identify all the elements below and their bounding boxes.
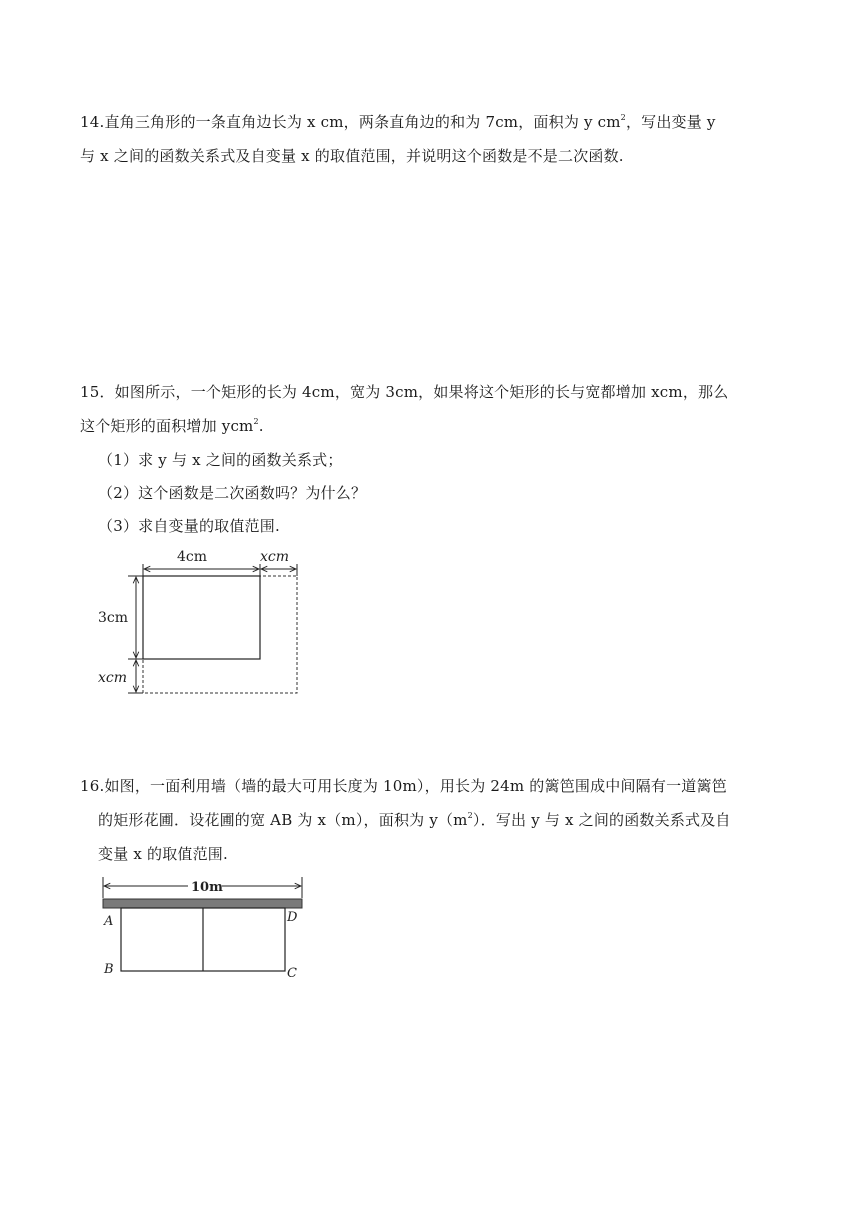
q15-line-2-text: 这个矩形的面积增加 ycm xyxy=(80,417,254,435)
q16-point-a: A xyxy=(104,914,114,929)
q14-line-1 xyxy=(80,112,716,132)
q15-label-x-left: xcm xyxy=(98,670,128,686)
q16-wall xyxy=(103,899,302,908)
q14-superscript: 2 xyxy=(620,113,626,122)
q16-line-1: 16.如图，一面利用墙（墙的最大可用长度为 10m），用长为 24m 的篱笆围成中间隔有一道篱笆 xyxy=(80,777,727,795)
q16-point-c: C xyxy=(287,966,297,981)
q16-line-2-text: 的矩形花圃．设花圃的宽 AB 为 x（m），面积为 y（m xyxy=(98,811,468,829)
q15-sub-question-3: （3）求自变量的取值范围. xyxy=(98,517,280,535)
q15-label-x-top: xcm xyxy=(260,549,290,565)
q15-original-rectangle xyxy=(143,576,260,659)
q15-label-width: 3cm xyxy=(98,610,129,626)
q16-superscript: 2 xyxy=(467,811,473,820)
q15-line-2-tail: . xyxy=(258,417,264,435)
q16-line-2 xyxy=(98,810,731,830)
q15-line-1: 15．如图所示，一个矩形的长为 4cm，宽为 3cm，如果将这个矩形的长与宽都增加 xcm，那么 xyxy=(80,383,729,401)
q14-line-2: 与 x 之间的函数关系式及自变量 x 的取值范围，并说明这个函数是不是二次函数. xyxy=(80,147,624,165)
q14-line-1-tail: ，写出变量 y xyxy=(625,113,716,131)
q14-line-1-text: 14.直角三角形的一条直角边长为 x cm，两条直角边的和为 7cm，面积为 y cm xyxy=(80,113,621,131)
q15-label-length: 4cm xyxy=(177,549,208,565)
q16-line-3: 变量 x 的取值范围. xyxy=(98,845,228,863)
q16-label-wall: 10m xyxy=(191,880,223,895)
q16-point-d: D xyxy=(287,910,298,925)
q15-line-2 xyxy=(80,416,264,436)
q16-garden-rectangle xyxy=(121,908,285,971)
q15-dashed-outline xyxy=(143,576,297,693)
q15-sub-question-2: （2）这个函数是二次函数吗？为什么？ xyxy=(98,484,367,502)
q15-sub-question-1: （1）求 y 与 x 之间的函数关系式； xyxy=(98,451,343,469)
q16-line-2-tail: ）．写出 y 与 x 之间的函数关系式及自 xyxy=(472,811,731,829)
q15-superscript: 2 xyxy=(253,417,259,426)
q16-point-b: B xyxy=(104,962,114,977)
